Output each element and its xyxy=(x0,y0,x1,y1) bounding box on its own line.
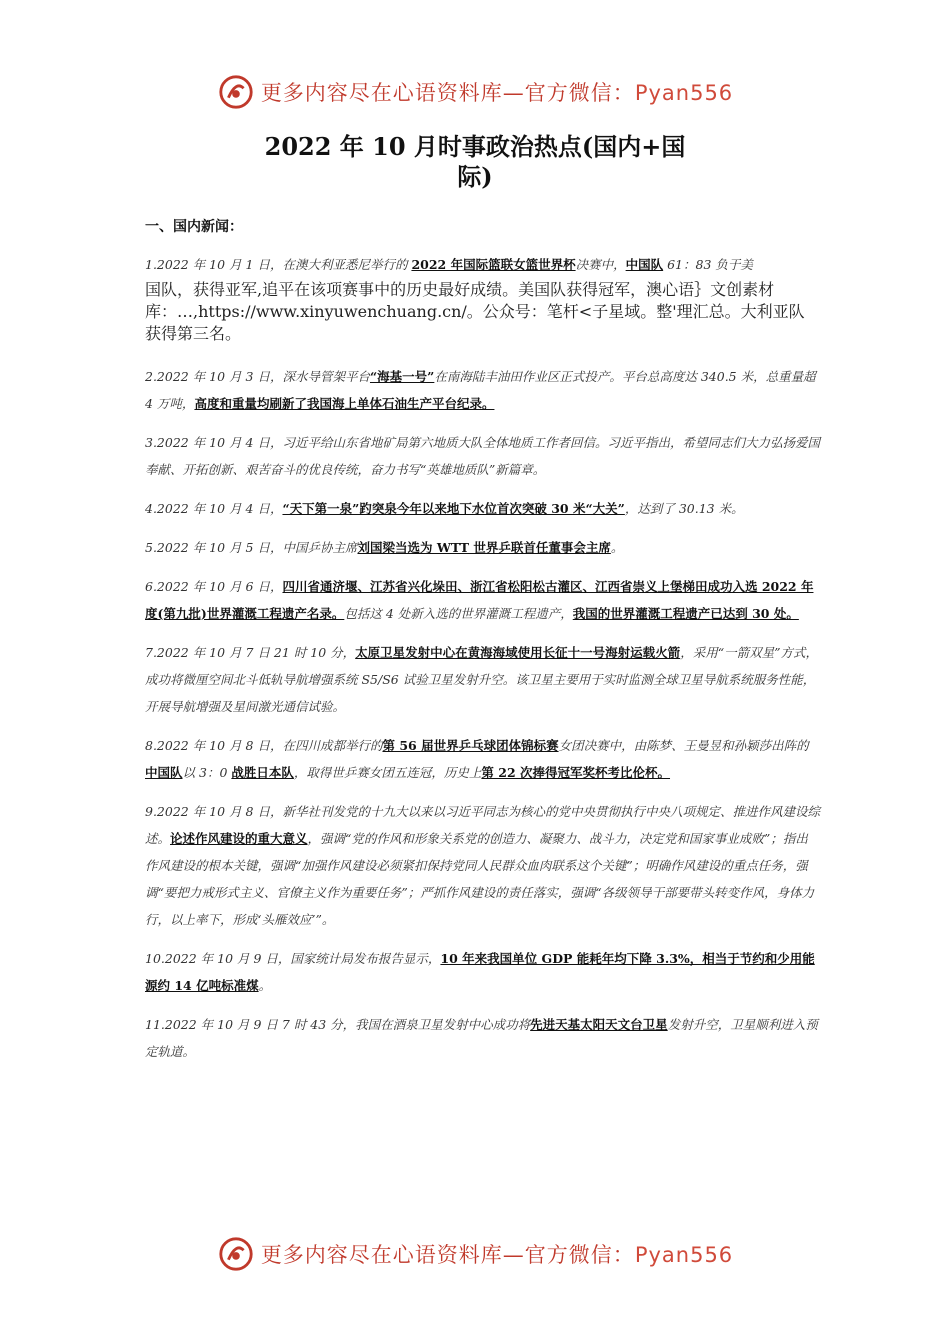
footer-banner xyxy=(0,1232,950,1276)
news-item-9: 9.2022 年 10 月 8 日，新华社刊发党的十九大以来以习近平同志为核心的党中央贯彻执行中央八项规定、推进作风建设综述。论述作风建设的重大意义，强调“党的作风和形象关系党的创造力、凝聚力、战斗力，决定党和国家事业成败”；指出作风建设的根本关键，强调“加强作风建设必须紧扣保持党同人民群众血肉联系这个关键”；明确作风建设的重点任务，强调“要把力戒形式主义、官僚主义作为重要任务”；严抓作风建设的责任落实，强调“各级领导干部要带头转变作风，身体力行，以上率下，形成‘头雁效应’”。 xyxy=(145,804,820,927)
banner-text: 更多内容尽在心语资料库—官方微信：Pyan556 xyxy=(260,81,734,105)
page-title: 2022 年 10 月时事政治热点(国内+国 际) xyxy=(264,132,686,191)
news-item-6: 6.2022 年 10 月 6 日，四川省通济堰、江苏省兴化垛田、浙江省松阳松古灌区、江西省崇义上堡梯田成功入选 2022 年度(第九批)世界灌溉工程遗产名录。包括这 4 处新入选的世界灌溉工程遗产，我国的世界灌溉工程遗产已达到 30 处。 xyxy=(145,579,814,621)
logo-icon xyxy=(217,1235,255,1273)
section-heading: 一、国内新闻： xyxy=(145,219,243,235)
news-item-1-continued: 国队，获得亚军,追平在该项赛事中的历史最好成绩。美国队获得冠军，澳心语｝文创素材库：…,https://www.xinyuwenchuang.cn/。公众号：笔杆<子星域。整'理汇总。大利亚队获得第三名。 xyxy=(145,280,805,343)
news-item-4: 4.2022 年 10 月 4 日，“天下第一泉”趵突泉今年以来地下水位首次突破 30 米“大关”，达到了 30.13 米。 xyxy=(145,501,744,516)
news-item-5: 5.2022 年 10 月 5 日，中国乒协主席刘国梁当选为 WTT 世界乒联首任董事会主席。 xyxy=(145,540,624,555)
news-item-7: 7.2022 年 10 月 7 日 21 时 10 分，太原卫星发射中心在黄海海域使用长征十一号海射运载火箭，采用“一箭双星”方式，成功将微厘空间北斗低轨导航增强系统 S5/S6 试验卫星发射升空。该卫星主要用于实时监测全球卫星导航系统服务性能，开展导航增强及星间激光通信试验。 xyxy=(145,645,818,714)
news-item-3: 3.2022 年 10 月 4 日，习近平给山东省地矿局第六地质大队全体地质工作者回信。习近平指出，希望同志们大力弘扬爱国奉献、开拓创新、艰苦奋斗的优良传统，奋力书写“英雄地质队”新篇章。 xyxy=(145,435,820,477)
news-item-11: 11.2022 年 10 月 9 日 7 时 43 分，我国在酒泉卫星发射中心成功将先进天基太阳天文台卫星发射升空，卫星顺利进入预定轨道。 xyxy=(145,1017,818,1059)
news-item-8: 8.2022 年 10 月 8 日，在四川成都举行的第 56 届世界乒乓球团体锦标赛女团决赛中，由陈梦、王曼昱和孙颖莎出阵的中国队以 3：0 战胜日本队，取得世乒赛女团五连冠，历史上第 22 次捧得冠军奖杯考比伦杯。 xyxy=(145,738,809,780)
news-item-1: 1.2022 年 10 月 1 日，在澳大利亚悉尼举行的 2022 年国际篮联女篮世界杯决赛中，中国队 61：83 负于美 xyxy=(145,257,753,272)
banner-text: 更多内容尽在心语资料库—官方微信：Pyan556 xyxy=(260,1243,734,1267)
news-list xyxy=(145,256,820,1077)
header-banner xyxy=(0,70,950,114)
news-item-10: 10.2022 年 10 月 9 日，国家统计局发布报告显示，10 年来我国单位 GDP 能耗年均下降 3.3%，相当于节约和少用能源约 14 亿吨标准煤。 xyxy=(145,951,815,993)
news-item-2: 2.2022 年 10 月 3 日，深水导管架平台“海基一号”在南海陆丰油田作业区正式投产。平台总高度达 340.5 米，总重量超 4 万吨，高度和重量均刷新了我国海上单体石油生产平台纪录。 xyxy=(145,369,816,411)
logo-icon xyxy=(217,73,255,111)
